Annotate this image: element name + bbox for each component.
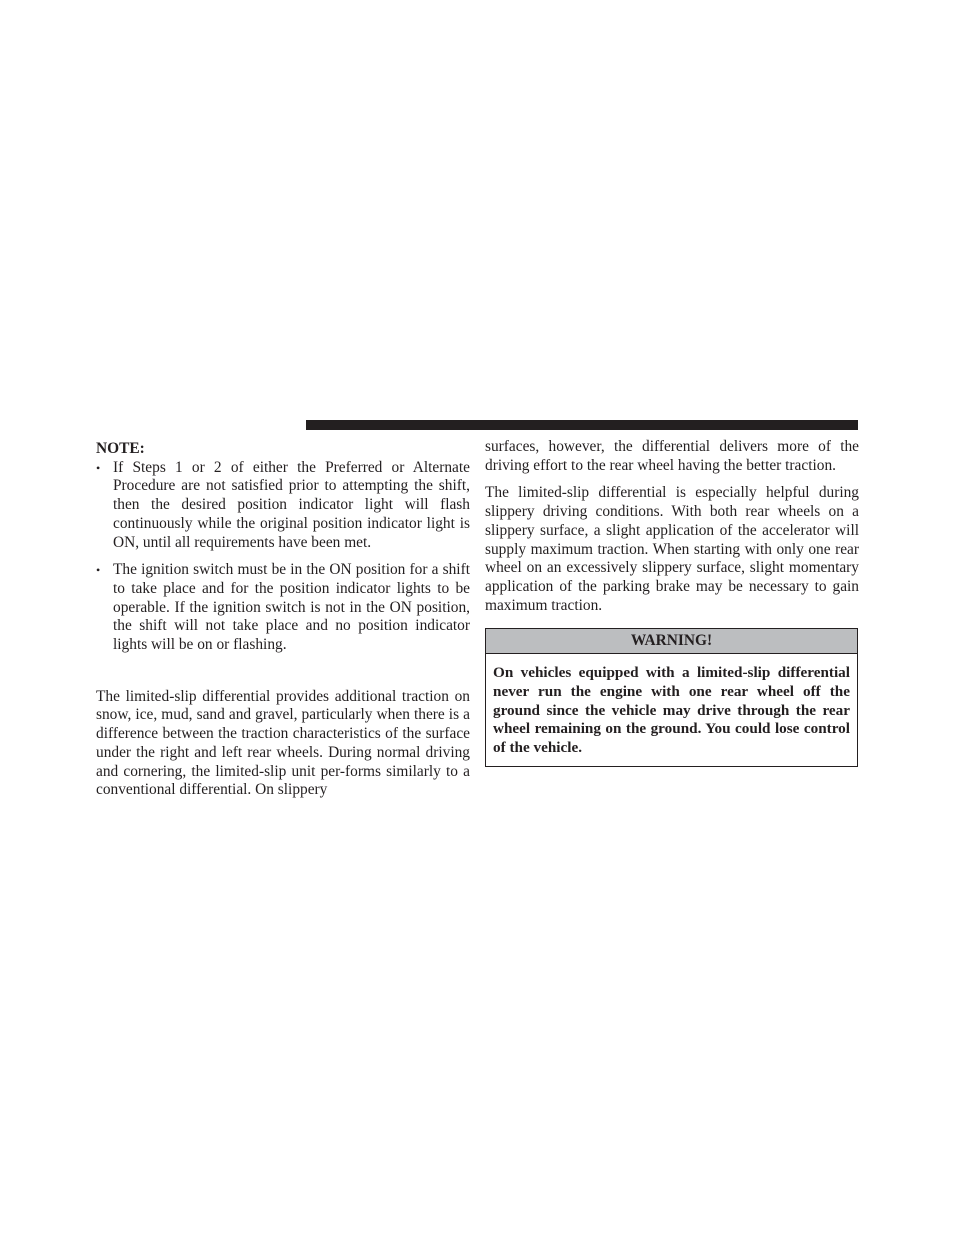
note-bullet-text: The ignition switch must be in the ON position for a shift to take place and for the position indicator lights to be operable. If the ignition switch is not in the ON position, the shift will not take place and no position indicator lights will be on or flashing. <box>113 561 470 654</box>
note-bullet-item <box>96 459 470 553</box>
section-header-bar <box>306 420 858 430</box>
warning-title: WARNING! <box>486 629 857 654</box>
body-paragraph: The limited-slip differential provides additional traction on snow, ice, mud, sand and gravel, particularly when there is a difference between the traction characteristics of the surface under the right and left rear wheels. During normal driving and cornering, the limited-slip unit per-forms similarly to a conventional differential. On slippery <box>96 687 470 799</box>
note-label: NOTE: <box>96 440 145 457</box>
bullet-icon: • <box>96 460 101 475</box>
note-bullet-list <box>96 459 470 655</box>
note-bullet-text: If Steps 1 or 2 of either the Preferred or Alternate Procedure are not satisfied prior to attempting the shift, then the desired position indicator light will flash continuously while the original position indicator light is ON, until all requirements have been met. <box>113 458 470 551</box>
body-paragraph: The limited-slip differential is especially helpful during slippery driving conditions. With both rear wheels on a slippery surface, a slight application of the accelerator will supply maximum traction. When starting with only one rear wheel on an excessively slippery surface, slight momentary application of the parking brake may be necessary to gain maximum traction. <box>485 484 859 614</box>
body-paragraph: surfaces, however, the differential delivers more of the driving effort to the rear wheel having the better traction. <box>485 438 859 474</box>
warning-text: On vehicles equipped with a limited-slip differential never run the engine with one rear wheel off the ground since the vehicle may drive through the rear wheel remaining on the ground. You could lose control of the vehicle. <box>493 664 850 757</box>
left-column <box>96 438 470 800</box>
note-bullet-item <box>96 561 470 655</box>
right-column <box>485 438 859 767</box>
warning-box <box>485 628 858 767</box>
bullet-icon: • <box>96 563 101 578</box>
